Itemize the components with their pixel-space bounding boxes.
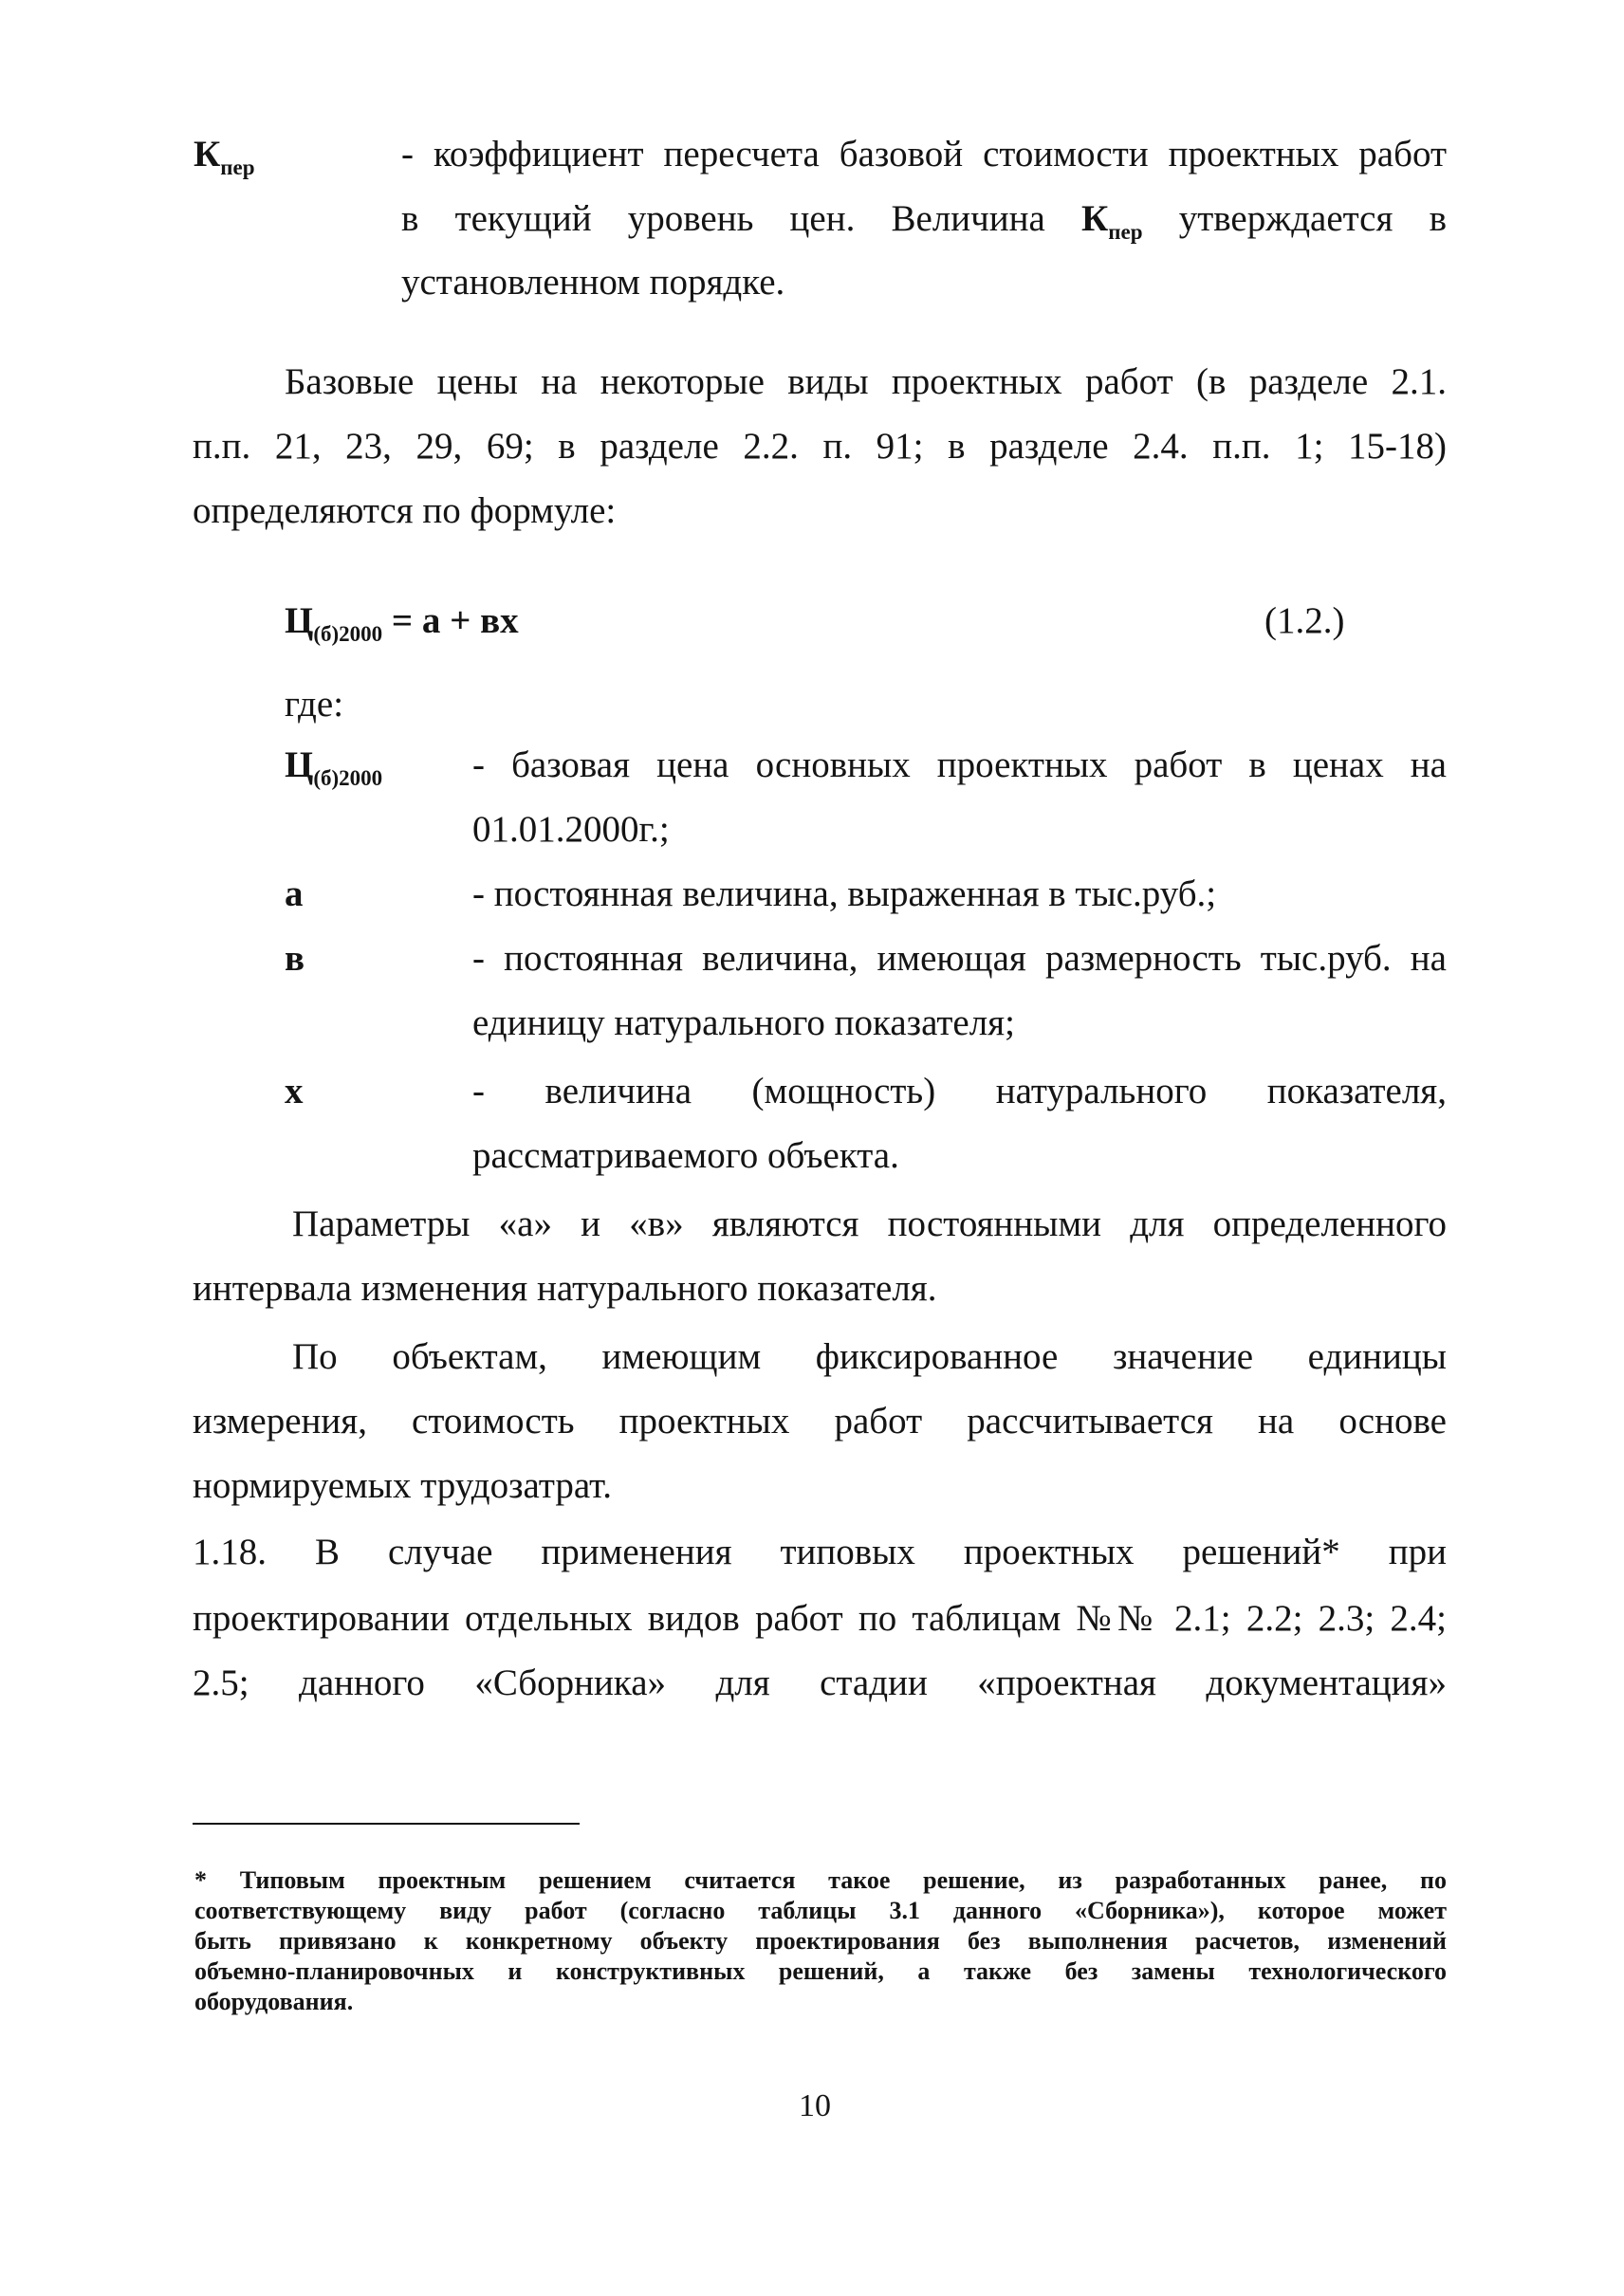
definition-a-line-1: - постоянная величина, выраженная в тыс.руб.; — [472, 873, 1217, 914]
paragraph-3-line-1: По объектам, имеющим фиксированное значение единицы — [292, 1336, 1447, 1377]
definition-price-line-2: 01.01.2000г.; — [472, 809, 670, 850]
kper-definition-line-1: - коэффициент пересчета базовой стоимости проектных работ — [401, 134, 1447, 174]
paragraph-2-line-1: Параметры «а» и «в» являются постоянными для определенного — [292, 1203, 1447, 1244]
paragraph-4-line-2: проектировании отдельных видов работ по таблицам №№ 2.1; 2.2; 2.3; 2.4; — [193, 1598, 1447, 1639]
formula-number: (1.2.) — [1264, 600, 1345, 641]
definition-symbol-a: а — [285, 873, 304, 914]
kper-definition-line-2: в текущий уровень цен. Величина $К_{пер}$ утверждается в — [401, 198, 1447, 244]
footnote-separator — [193, 1823, 580, 1825]
definition-price-line-1: - базовая цена основных проектных работ в ценах на — [472, 744, 1447, 785]
kper-inline-symbol: $К_{пер}$ — [1081, 198, 1143, 244]
page-number: 10 — [799, 2088, 831, 2123]
definition-x-line-1: - величина (мощность) натурального показателя, — [472, 1071, 1447, 1111]
paragraph-4-line-1: 1.18. В случае применения типовых проектных решений* при — [193, 1532, 1447, 1572]
footnote-line-3: быть привязано к конкретному объекту проектирования без выполнения расчетов, изменений — [194, 1927, 1447, 1955]
paragraph-1-line-2: п.п. 21, 23, 29, 69; в разделе 2.2. п. 91; в разделе 2.4. п.п. 1; 15-18) — [193, 426, 1447, 467]
paragraph-2-line-2: интервала изменения натурального показателя. — [193, 1268, 937, 1309]
formula: $Ц_{(б)2000} = а$ + вх — [285, 600, 519, 646]
definition-symbol-price: $Ц_{(б)2000}$ — [285, 744, 383, 790]
paragraph-4-line-3: 2.5; данного «Сборника» для стадии «проектная документация» — [193, 1662, 1447, 1703]
footnote-line-4: объемно-планировочных и конструктивных решений, а также без замены технологического — [194, 1957, 1447, 1985]
kper-definition-line-3: установленном порядке. — [401, 262, 785, 303]
kper-symbol: $К_{пер}$ — [194, 134, 255, 179]
paragraph-3-line-3: нормируемых трудозатрат. — [193, 1465, 613, 1506]
footnote-line-5: оборудования. — [194, 1988, 354, 2015]
definition-symbol-x: х — [285, 1071, 304, 1111]
where-label: где: — [285, 684, 344, 725]
footnote-line-1: * Типовым проектным решением считается такое решение, из разработанных ранее, по — [194, 1866, 1447, 1894]
definition-v-line-1: - постоянная величина, имеющая размерность тыс.руб. на — [472, 938, 1447, 979]
paragraph-3-line-2: измерения, стоимость проектных работ рассчитывается на основе — [193, 1401, 1447, 1442]
footnote-line-2: соответствующему виду работ (согласно таблицы 3.1 данного «Сборника»), которое может — [194, 1897, 1447, 1924]
definition-symbol-v: в — [285, 938, 305, 979]
paragraph-1-line-3: определяются по формуле: — [193, 490, 617, 531]
definition-x-line-2: рассматриваемого объекта. — [472, 1135, 899, 1176]
definition-v-line-2: единицу натурального показателя; — [472, 1002, 1015, 1043]
paragraph-1-line-1: Базовые цены на некоторые виды проектных работ (в разделе 2.1. — [285, 361, 1447, 402]
